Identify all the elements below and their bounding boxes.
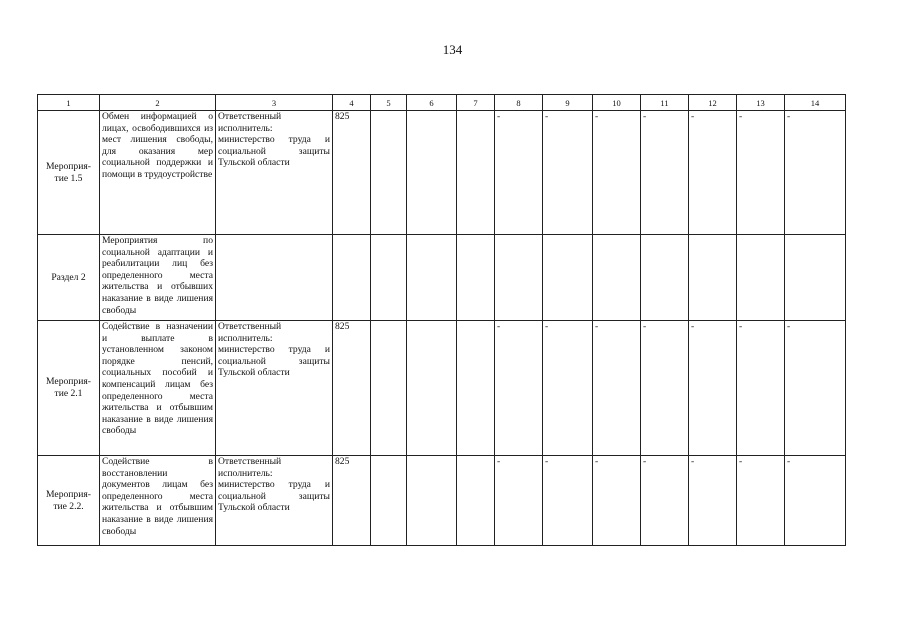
responsible-executor — [216, 235, 333, 321]
dash-cell: - — [543, 321, 593, 456]
row-label: Мероприя-тие 2.2. — [38, 456, 100, 546]
dash-cell: - — [737, 321, 785, 456]
dash-cell: - — [689, 456, 737, 546]
data-cell — [457, 456, 495, 546]
table-row — [38, 456, 846, 546]
data-cell — [371, 321, 407, 456]
dash-cell: - — [593, 321, 641, 456]
responsible-executor: Ответственный исполнитель: министерство труда и социальной защиты Тульской области — [216, 321, 333, 456]
dash-cell — [689, 235, 737, 321]
data-cell — [407, 321, 457, 456]
row-label: Мероприя-тие 2.1 — [38, 321, 100, 456]
responsible-executor: Ответственный исполнитель: министерство труда и социальной защиты Тульской области — [216, 111, 333, 235]
dash-cell: - — [689, 111, 737, 235]
dash-cell — [543, 235, 593, 321]
dash-cell — [737, 235, 785, 321]
column-header: 3 — [216, 95, 333, 111]
data-cell — [457, 235, 495, 321]
responsible-executor: Ответственный исполнитель: министерство труда и социальной защиты Тульской области — [216, 456, 333, 546]
budget-code-cell: 825 — [333, 321, 371, 456]
dash-cell — [593, 235, 641, 321]
data-cell — [457, 111, 495, 235]
dash-cell: - — [543, 111, 593, 235]
column-header: 10 — [593, 95, 641, 111]
budget-code-cell: 825 — [333, 456, 371, 546]
data-cell — [407, 456, 457, 546]
column-header: 14 — [785, 95, 846, 111]
dash-cell: - — [543, 456, 593, 546]
column-header: 13 — [737, 95, 785, 111]
table-row — [38, 235, 846, 321]
column-header: 1 — [38, 95, 100, 111]
column-header: 7 — [457, 95, 495, 111]
data-cell — [371, 111, 407, 235]
dash-cell: - — [641, 321, 689, 456]
dash-cell: - — [689, 321, 737, 456]
program-activities-table — [37, 94, 846, 546]
data-cell — [457, 321, 495, 456]
dash-cell: - — [495, 111, 543, 235]
column-header: 5 — [371, 95, 407, 111]
dash-cell: - — [785, 321, 846, 456]
table-row — [38, 111, 846, 235]
activity-description: Содействие в восстановлении документов лицам без определенного места жительства и отбывшим наказание в виде лишения свободы — [100, 456, 216, 546]
dash-cell: - — [495, 321, 543, 456]
budget-code-cell — [333, 235, 371, 321]
activity-description: Обмен информацией о лицах, освободившихся из мест лишения свободы, для оказания мер социальной поддержки и помощи в трудоустройстве — [100, 111, 216, 235]
budget-code-cell: 825 — [333, 111, 371, 235]
column-header: 11 — [641, 95, 689, 111]
dash-cell: - — [785, 111, 846, 235]
data-cell — [407, 111, 457, 235]
dash-cell — [495, 235, 543, 321]
table-row — [38, 321, 846, 456]
row-label: Раздел 2 — [38, 235, 100, 321]
data-cell — [371, 235, 407, 321]
activity-description: Мероприятия по социальной адаптации и реабилитации лиц без определенного места жительства и отбывших наказание в виде лишения свободы — [100, 235, 216, 321]
column-number-row — [38, 95, 846, 111]
dash-cell: - — [785, 456, 846, 546]
column-header: 4 — [333, 95, 371, 111]
column-header: 12 — [689, 95, 737, 111]
dash-cell: - — [495, 456, 543, 546]
dash-cell: - — [593, 111, 641, 235]
page-number: 134 — [442, 42, 463, 57]
data-cell — [407, 235, 457, 321]
column-header: 9 — [543, 95, 593, 111]
dash-cell — [641, 235, 689, 321]
activity-description: Содействие в назначении и выплате в установленном законом порядке пенсий, социальных пособий и компенсаций лицам без определенного места жительства и отбывшим наказание в виде лишения свободы — [100, 321, 216, 456]
dash-cell: - — [737, 111, 785, 235]
dash-cell: - — [641, 111, 689, 235]
row-label: Мероприя-тие 1.5 — [38, 111, 100, 235]
data-cell — [371, 456, 407, 546]
dash-cell: - — [593, 456, 641, 546]
dash-cell: - — [641, 456, 689, 546]
column-header: 2 — [100, 95, 216, 111]
dash-cell — [785, 235, 846, 321]
column-header: 6 — [407, 95, 457, 111]
column-header: 8 — [495, 95, 543, 111]
dash-cell: - — [737, 456, 785, 546]
